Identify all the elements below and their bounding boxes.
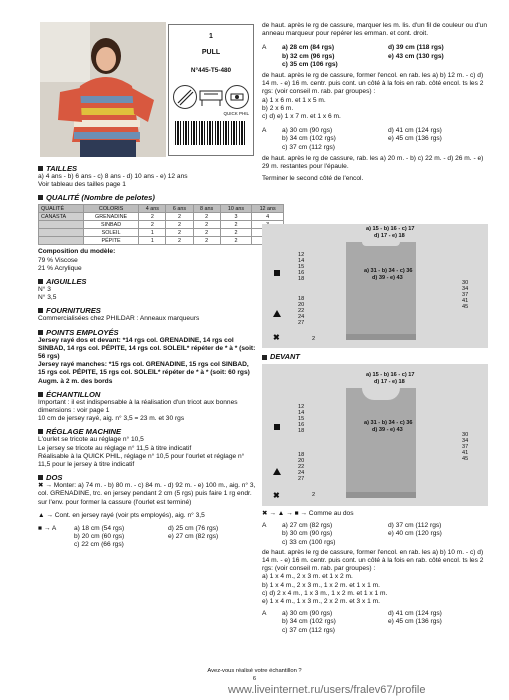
dim: 12 [298, 252, 305, 258]
points-p3: Augm. à 2 m. des bords [38, 377, 113, 385]
front-schematic [262, 364, 488, 506]
dim: 18 [298, 428, 305, 434]
points-p2: Jersey rayé manches: *15 rgs col. GRENADINE, 15 rgs col SINBAD, 15 rgs col. PÉPITE, 15 rgs col. SOLEIL* répéter de * à * (soit: 60 rgs) [38, 361, 250, 377]
neck-step: a) 1 x 4 m., 2 x 3 m. et 1 x 2 m. [262, 573, 353, 581]
points-p1: Jersey rayé dos et devant: *14 rgs col. GRENADINE, 14 rgs col SINBAD, 14 rgs col. PÉPITE, 14 rgs col. SOLEIL* répéter de * à * (soit: 56 rgs) [38, 336, 256, 361]
fournitures-line1: Commercialisées chez PHILDAR : Anneaux marqueurs [38, 315, 200, 323]
table-row [39, 221, 284, 229]
dim: 22 [298, 308, 305, 314]
devant-heading [262, 352, 488, 362]
dim: 37 [462, 444, 469, 450]
tailles-line1: a) 4 ans - b) 6 ans - c) 8 ans - d) 10 ans - e) 12 ans [38, 173, 188, 180]
cell: 2 [193, 221, 220, 229]
dim: 14 [298, 258, 305, 264]
dim: 30 [462, 432, 469, 438]
aiguilles-line1: N° 3 [38, 286, 51, 294]
table-row [39, 237, 284, 245]
back-schematic [262, 224, 488, 348]
neck-step: e) 1 x 4 m., 1 x 3 m., 2 x 2 m. et 3 x 1 m. [262, 598, 380, 606]
barcode [175, 121, 247, 145]
col-header: 12 ans [252, 205, 284, 213]
right-bottom [262, 510, 488, 635]
cell: 2 [220, 237, 252, 245]
cell: 2 [166, 229, 193, 237]
watermark: www.liveinternet.ru/users/fralev67/profile [228, 684, 426, 696]
dim: 18 [298, 452, 305, 458]
left-labels-a [298, 252, 304, 282]
right-column [262, 22, 488, 183]
reglage-p2: Le jersey se tricote au réglage n° 11,5 à titre indicatif [38, 444, 192, 452]
cell [39, 221, 84, 229]
pattern-info-box [168, 24, 254, 156]
width-mid: a) 31 - b) 34 - c) 36 [364, 420, 413, 426]
tailles-line2: Voir tableau des tailles page 1 [38, 181, 126, 189]
measure-label: A [262, 127, 267, 135]
bullet-icon [38, 429, 43, 434]
measure: c) 35 cm (106 rgs) [282, 60, 338, 68]
dos-p2: ▲ → Cont. en jersey rayé (voir pts employés), aig. n° 3,5 [38, 511, 205, 519]
left-column [38, 160, 276, 550]
dos-grid [74, 525, 256, 550]
aiguilles-title: AIGUILLES [46, 277, 87, 287]
neck-step: b) 2 x 6 m. [262, 104, 294, 112]
knitting-machine-icon [199, 85, 223, 107]
pattern-number: 1 [209, 33, 213, 40]
dim: 18 [298, 276, 305, 282]
dim: 45 [462, 456, 469, 462]
measures-a4 [262, 610, 488, 635]
cell: 2 [166, 237, 193, 245]
footer-question: Avez-vous réalisé votre échantillon ? [207, 668, 302, 674]
points-heading [38, 328, 256, 337]
measure: d) 39 cm (118 rgs) [388, 44, 444, 52]
dos-row: b) 20 cm (60 rgs) [74, 533, 125, 541]
neck-cutout [362, 388, 400, 400]
width-top2: d) 17 - e) 18 [374, 379, 405, 385]
cell [39, 229, 84, 237]
left-labels-b [298, 452, 304, 482]
measure: d) 41 cm (124 rgs) [388, 127, 442, 135]
neck-step: b) 1 x 4 m., 2 x 3 m., 1 x 2 m. et 1 x 1 m. [262, 581, 380, 589]
pattern-ref: N°445-T5-480 [190, 67, 232, 75]
hand-knitting-icon [173, 85, 197, 109]
back-shape [346, 242, 416, 340]
measure: a) 28 cm (84 rgs) [282, 44, 335, 52]
right-labels [462, 432, 468, 462]
measure: c) 33 cm (100 rgs) [282, 538, 336, 546]
table-row [39, 213, 284, 221]
measure: b) 30 cm (90 rgs) [282, 530, 333, 538]
echantillon-p2: 10 cm de jersey rayé, aig. n° 3,5 = 23 m. et 30 rgs [38, 415, 185, 423]
echantillon-title: ÉCHANTILLON [46, 389, 101, 399]
measure: c) 37 cm (112 rgs) [282, 143, 336, 151]
dos-title: DOS [46, 473, 63, 483]
right-labels [462, 280, 468, 310]
dim: 16 [298, 422, 305, 428]
dos-measures [38, 525, 256, 550]
measure: b) 34 cm (102 rgs) [282, 618, 336, 626]
measure: a) 30 cm (90 rgs) [282, 127, 333, 135]
reglage-p1: L'ourlet se tricote au réglage n° 10,5 [38, 436, 144, 444]
fournitures-heading [38, 306, 256, 315]
measures-grid [282, 522, 488, 547]
tailles-title: TAILLES [46, 164, 78, 173]
measure: e) 43 cm (130 rgs) [388, 52, 444, 60]
measure-label: A [262, 44, 267, 52]
col-header: QUALITÉ [39, 205, 84, 213]
left-labels-b [298, 296, 304, 326]
hem-band [346, 492, 416, 498]
girl-photo-illustration [40, 22, 166, 157]
dim: 12 [298, 404, 305, 410]
dim: 37 [462, 292, 469, 298]
dos-row: d) 25 cm (76 rgs) [168, 525, 219, 533]
width-mid: a) 31 - b) 34 - c) 36 [364, 268, 413, 274]
square-icon [274, 424, 280, 430]
front-shape [346, 388, 416, 498]
quick-phil-icon [225, 85, 249, 109]
cell: 2 [139, 213, 166, 221]
dim: 20 [298, 458, 305, 464]
width-top2: d) 17 - e) 18 [374, 233, 405, 239]
cross-icon: ✖ [273, 333, 280, 342]
cell: 2 [193, 237, 220, 245]
dim: 22 [298, 464, 305, 470]
dos-lead: ■ → A [38, 525, 57, 533]
neck-step: c) d) e) 1 x 7 m. et 1 x 6 m. [262, 113, 341, 121]
dim: 14 [298, 410, 305, 416]
dim: 20 [298, 302, 305, 308]
square-icon [274, 270, 280, 276]
cell: SOLEIL [83, 229, 138, 237]
cell: 4 [252, 213, 284, 221]
hem-band [346, 334, 416, 340]
reglage-p3: Réalisable à la QUICK PHIL, réglage n° 10,5 pour l'ourlet et réglage n° 11,5 pour le jersey à titre indicatif [38, 452, 245, 469]
dim: 24 [298, 314, 305, 320]
comme-au-dos: ✖ → ▲ → ■ → Comme au dos [262, 510, 354, 517]
cell: PÉPITE [83, 237, 138, 245]
dim: 15 [298, 264, 305, 270]
measure: e) 40 cm (120 rgs) [388, 530, 442, 538]
dim: 41 [462, 450, 469, 456]
composition-line1: 79 % Viscose [38, 256, 78, 264]
cell [39, 237, 84, 245]
dim: 45 [462, 304, 469, 310]
intro-text: de haut. après le rg de cassure, marquer les m. lis. d'un fil de couleur ou d'un anneau marqueur pour repérer les emman. et cont. droit. [262, 22, 487, 38]
measure: b) 34 cm (102 rgs) [282, 135, 336, 143]
neck2-text: de haut. après le rg de cassure, former l'encol. en rab. les a) b) 10 m. - c) d) 14 m. - e) 16 m. centr. puis cont. un côté à la fois en rab. côté encol. ts les 2 rgs: (voir conseil m. rab. par groupes) : [262, 548, 484, 573]
cell: 2 [220, 229, 252, 237]
terminate-text: Terminer le second côté de l'encol. [262, 175, 364, 183]
echantillon-p1: Important : il est indispensable à la réalisation d'un tricot aux bonnes dimensions : voir page 1 [38, 398, 238, 415]
cell: 1 [139, 229, 166, 237]
neck-step: c) d) 2 x 4 m., 1 x 3 m., 1 x 2 m. et 1 x 1 m. [262, 589, 388, 597]
bullet-icon [38, 475, 43, 480]
bullet-icon [38, 195, 43, 200]
echantillon-heading [38, 390, 256, 399]
measure: e) 45 cm (136 rgs) [388, 618, 442, 626]
measures-a2 [262, 127, 488, 152]
dim: 41 [462, 298, 469, 304]
reglage-title: RÉGLAGE MACHINE [46, 427, 122, 437]
width-top: a) 15 - b) 16 - c) 17 [366, 372, 415, 378]
width-mid2: d) 39 - e) 43 [372, 427, 403, 433]
composition-line2: 21 % Acrylique [38, 264, 82, 272]
fournitures-title: FOURNITURES [46, 306, 101, 316]
pattern-name: PULL [201, 49, 221, 57]
aiguilles-heading [38, 277, 256, 286]
dos-heading [38, 473, 256, 482]
technique-icons [173, 85, 249, 111]
dos-row: e) 27 cm (82 rgs) [168, 533, 219, 541]
bullet-icon [38, 166, 43, 171]
measures-grid [282, 610, 488, 635]
measure: e) 45 cm (136 rgs) [388, 135, 442, 143]
cell: 1 [139, 237, 166, 245]
yarn-table [38, 204, 284, 245]
dim: 34 [462, 286, 469, 292]
dim: 30 [462, 280, 469, 286]
measures-a1 [262, 44, 488, 69]
cell: 2 [166, 221, 193, 229]
dos-row: a) 18 cm (54 rgs) [74, 525, 125, 533]
dim: 18 [298, 296, 305, 302]
quick-phil-label: QUICK PHIL [223, 111, 249, 116]
measures-grid [282, 127, 488, 152]
col-header: 6 ans [166, 205, 193, 213]
measures-grid [282, 44, 488, 69]
bullet-icon [38, 330, 43, 335]
neck-step: a) 1 x 6 m. et 1 x 5 m. [262, 96, 326, 104]
bullet-icon [38, 308, 43, 313]
measure: d) 37 cm (112 rgs) [388, 522, 442, 530]
triangle-icon [273, 310, 281, 317]
width-mid2: d) 39 - e) 43 [372, 275, 403, 281]
shoulder-text: de haut. après le rg de cassure, rab. les a) 20 m. - b) c) 22 m. - d) 26 m. - e) 29 m. restantes pour l'épaule. [262, 154, 484, 171]
dim: 34 [462, 438, 469, 444]
dim-bottom: 2 [312, 492, 316, 498]
measure: a) 30 cm (90 rgs) [282, 610, 333, 618]
triangle-icon [273, 468, 281, 475]
measure: b) 32 cm (96 rgs) [282, 52, 335, 60]
bullet-icon [38, 392, 43, 397]
measure-label: A [262, 610, 267, 618]
dim-bottom: 2 [312, 336, 316, 342]
col-header: 8 ans [193, 205, 220, 213]
col-header: 4 ans [139, 205, 166, 213]
left-labels-a [298, 404, 304, 434]
cell: 2 [220, 221, 252, 229]
cell: 2 [193, 213, 220, 221]
neck-cutout [362, 242, 400, 246]
cell: CANASTA [39, 213, 84, 221]
page-number: 6 [252, 676, 257, 682]
dos-p1: ✖ → Monter: a) 74 m. - b) 80 m. - c) 84 m. - d) 92 m. - e) 100 m., aig. n° 3, col. GRENADINE, trc. en jersey pendant 2 cm (5 rgs) puis faire 1 rg endr. sur l'env. pour former la cassure (l'ourlet est terminé) [38, 482, 256, 506]
dim: 27 [298, 320, 305, 326]
measure: d) 41 cm (124 rgs) [388, 610, 442, 618]
cell: SINBAD [83, 221, 138, 229]
bullet-icon [38, 279, 43, 284]
dim: 16 [298, 270, 305, 276]
dim: 27 [298, 476, 305, 482]
composition-title: Composition du modèle: [38, 248, 116, 256]
col-header: 10 ans [220, 205, 252, 213]
dim: 24 [298, 470, 305, 476]
cell: GRENADINE [83, 213, 138, 221]
col-header: COLORIS [83, 205, 138, 213]
measure: c) 37 cm (112 rgs) [282, 626, 336, 634]
model-photo [40, 22, 166, 157]
measure-label: A [262, 522, 267, 530]
cell: 2 [166, 213, 193, 221]
measures-a3 [262, 522, 488, 547]
points-title: POINTS EMPLOYÉS [46, 327, 119, 337]
dim: 15 [298, 416, 305, 422]
table-row [39, 229, 284, 237]
tailles-heading [38, 164, 256, 173]
qualite-title: QUALITÉ (Nombre de pelotes) [46, 193, 155, 203]
devant-title: DEVANT [270, 351, 300, 361]
cross-icon: ✖ [273, 491, 280, 500]
aiguilles-line2: N° 3,5 [38, 294, 57, 302]
neck-text: de haut. après le rg de cassure, former l'encol. en rab. les a) b) 12 m. - c) d) 14 m. - e) 16 m. centr. puis cont. un côté à la fois en rab. côté encol. ts les 2 rgs: (voir conseil m. rab. par groupes) : [262, 72, 484, 96]
bullet-icon [262, 355, 267, 360]
measure: a) 27 cm (82 rgs) [282, 522, 333, 530]
cell: 3 [220, 213, 252, 221]
width-top: a) 15 - b) 16 - c) 17 [366, 226, 415, 232]
cell: 2 [193, 229, 220, 237]
yarn-table-header [39, 205, 284, 213]
qualite-heading [38, 193, 256, 202]
dos-row: c) 22 cm (66 rgs) [74, 541, 124, 549]
cell: 2 [139, 221, 166, 229]
